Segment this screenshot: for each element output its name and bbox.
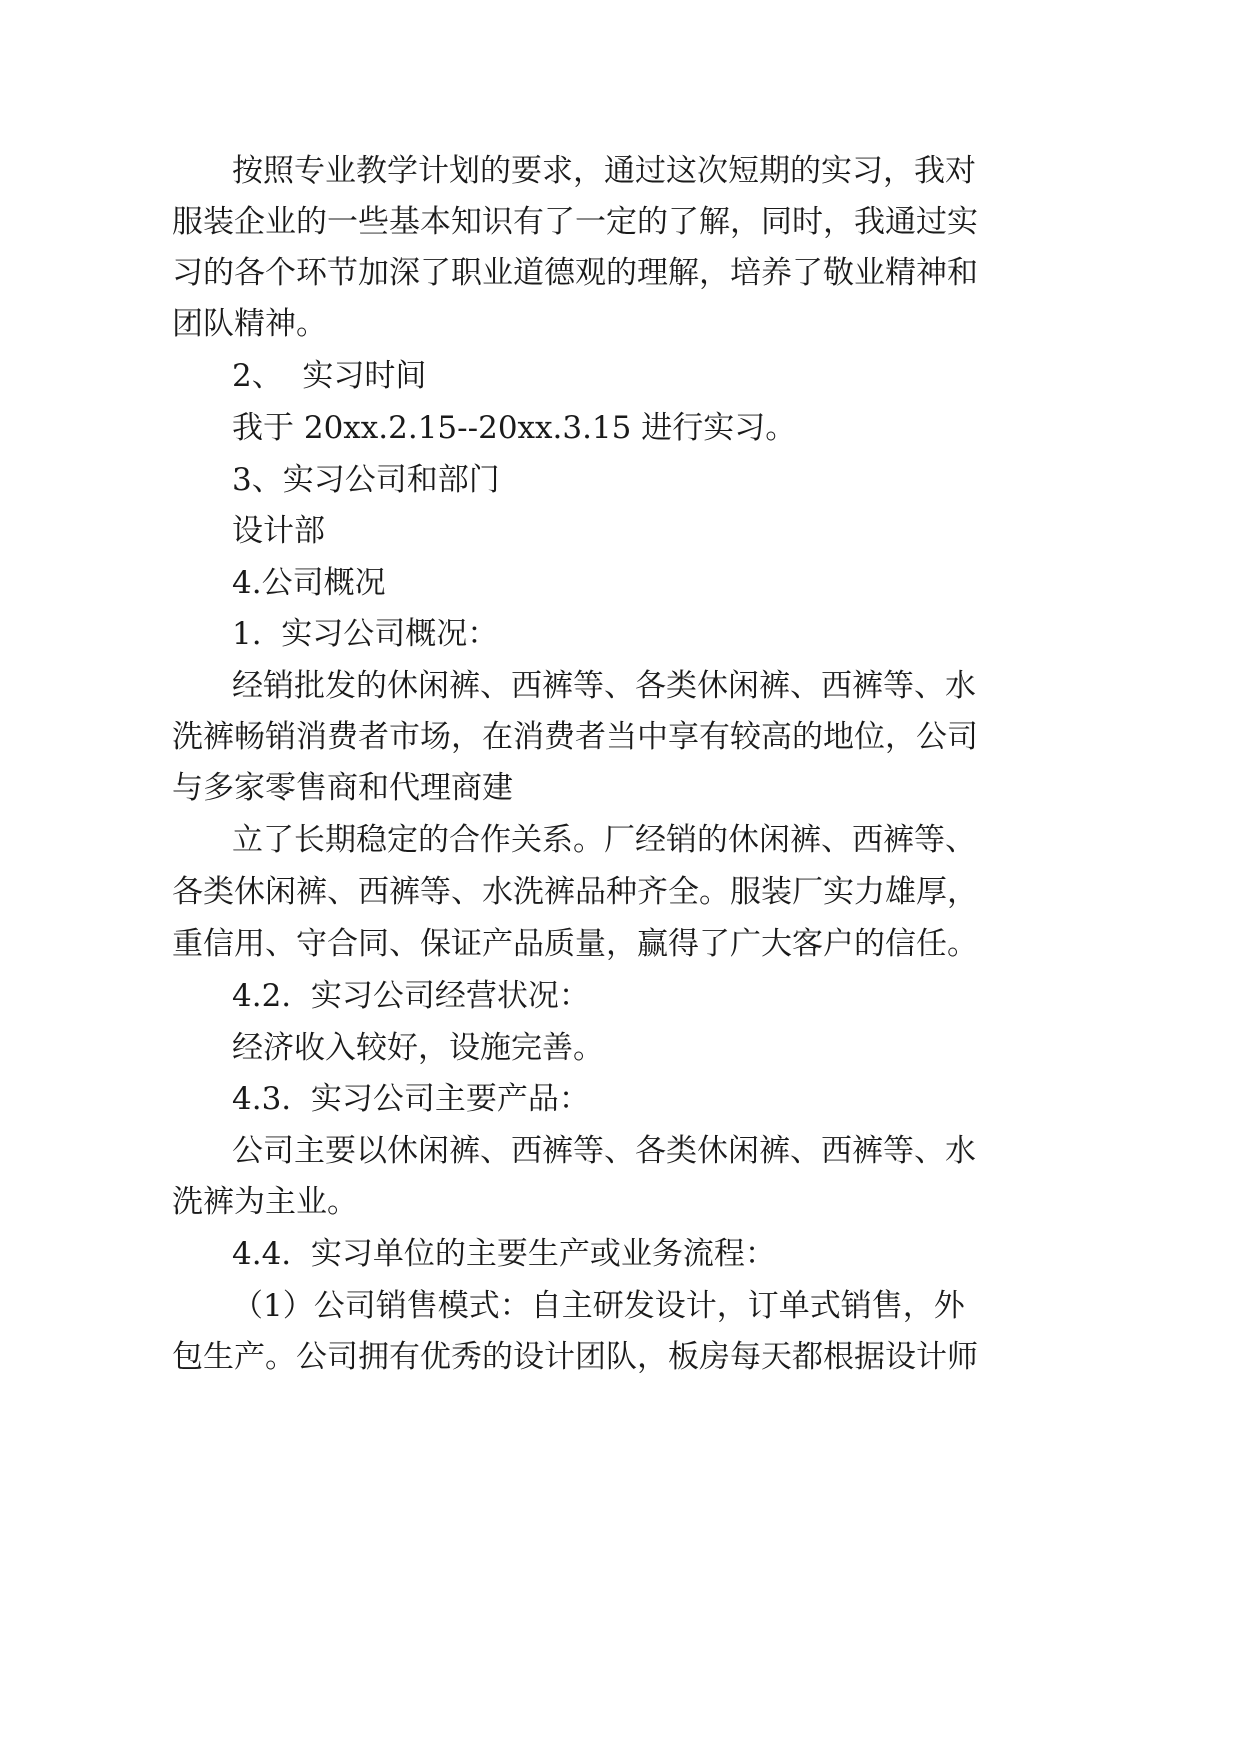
paragraph-line: 按照专业教学计划的要求，通过这次短期的实习，我对 [232, 153, 976, 189]
paragraph-line: 设计部 [232, 513, 325, 549]
paragraph-line: 洗裤为主业。 [172, 1184, 358, 1220]
paragraph-line: 与多家零售商和代理商建 [172, 770, 513, 806]
paragraph-line: 经销批发的休闲裤、西裤等、各类休闲裤、西裤等、水 [232, 668, 976, 704]
paragraph-line: 经济收入较好，设施完善。 [232, 1030, 604, 1066]
section-heading: 1. 实习公司概况： [232, 616, 499, 652]
section-heading: 4.4. 实习单位的主要生产或业务流程： [232, 1236, 776, 1272]
section-heading: 4.公司概况 [232, 565, 386, 601]
paragraph-line: 洗裤畅销消费者市场，在消费者当中享有较高的地位，公司 [172, 719, 978, 755]
section-heading: 4.2. 实习公司经营状况： [232, 978, 590, 1014]
paragraph-line: 我于 20xx.2.15--20xx.3.15 进行实习。 [232, 410, 797, 446]
paragraph-line: 各类休闲裤、西裤等、水洗裤品种齐全。服装厂实力雄厚， [172, 874, 978, 910]
paragraph-line: 重信用、守合同、保证产品质量，赢得了广大客户的信任。 [172, 926, 978, 962]
paragraph-line: 公司主要以休闲裤、西裤等、各类休闲裤、西裤等、水 [232, 1133, 976, 1169]
section-heading: 2、 实习时间 [232, 358, 427, 394]
paragraph-line: 服装企业的一些基本知识有了一定的了解，同时，我通过实 [172, 204, 978, 240]
section-heading: 3、实习公司和部门 [232, 462, 500, 498]
paragraph-line: 包生产。公司拥有优秀的设计团队，板房每天都根据设计师 [172, 1339, 978, 1375]
paragraph-line: 习的各个环节加深了职业道德观的理解，培养了敬业精神和 [172, 255, 978, 291]
paragraph-line: （1）公司销售模式：自主研发设计，订单式销售，外 [232, 1288, 965, 1324]
paragraph-line: 团队精神。 [172, 306, 327, 342]
paragraph-line: 立了长期稳定的合作关系。厂经销的休闲裤、西裤等、 [232, 822, 976, 858]
section-heading: 4.3. 实习公司主要产品： [232, 1081, 590, 1117]
